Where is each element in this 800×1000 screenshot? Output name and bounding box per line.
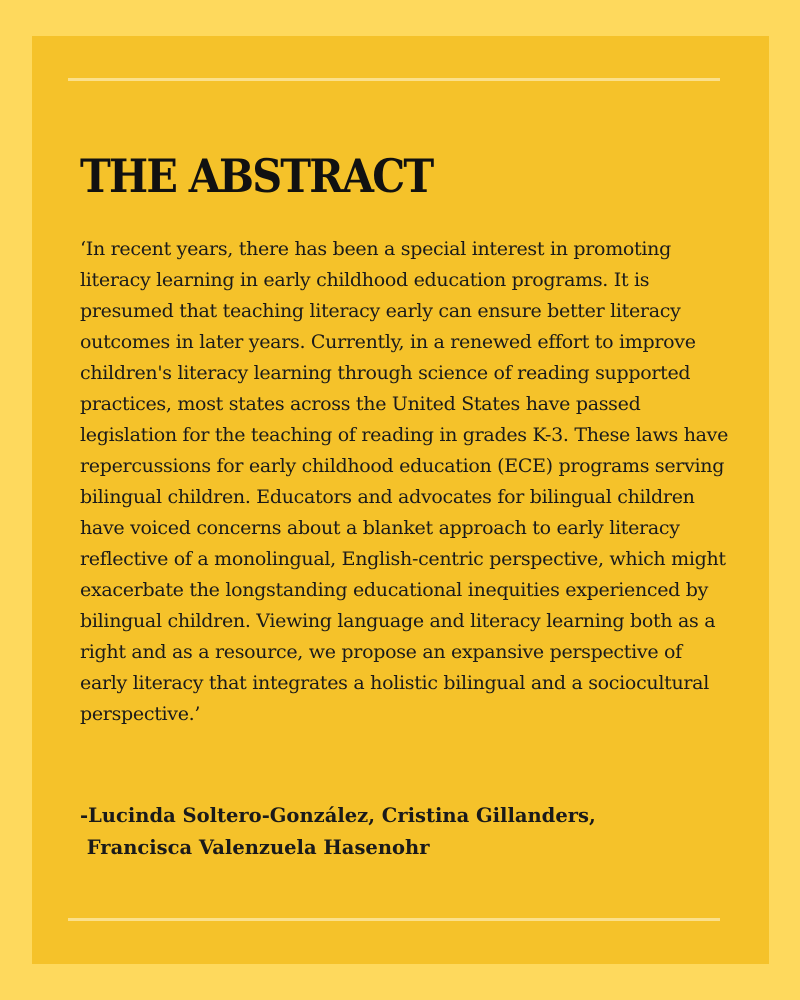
abstract-text: ‘In recent years, there has been a special interest in promoting literacy learning in early childhood education programs. It is presumed that teaching literacy early can ensure better literacy outcomes in later years. Currently, in a renewed effort to improve children's literacy learning through science of reading supported practices, most states across the United States have passed legislation for the teaching of reading in grades K-3. These laws have repercussions for early childhood education (ECE) programs serving bilingual children. Educators and advocates for bilingual children have voiced concerns about a blanket approach to early literacy reflective of a monolingual, English-centric perspective, which might exacerbate the longstanding educational inequities experienced by bilingual children. Viewing language and literacy learning both as a right and as a resource, we propose an expansive perspective of early literacy that integrates a holistic bilingual and a sociocultural perspective.’	[80, 238, 729, 725]
top-divider	[68, 78, 720, 81]
author-line-1: -Lucinda Soltero-González, Cristina Gillanders,	[80, 804, 596, 827]
page-title: THE ABSTRACT	[80, 149, 433, 203]
author-line-2: Francisca Valenzuela Hasenohr	[80, 836, 430, 859]
bottom-divider	[68, 918, 720, 921]
abstract-card	[32, 36, 769, 964]
author-attribution	[80, 800, 596, 864]
